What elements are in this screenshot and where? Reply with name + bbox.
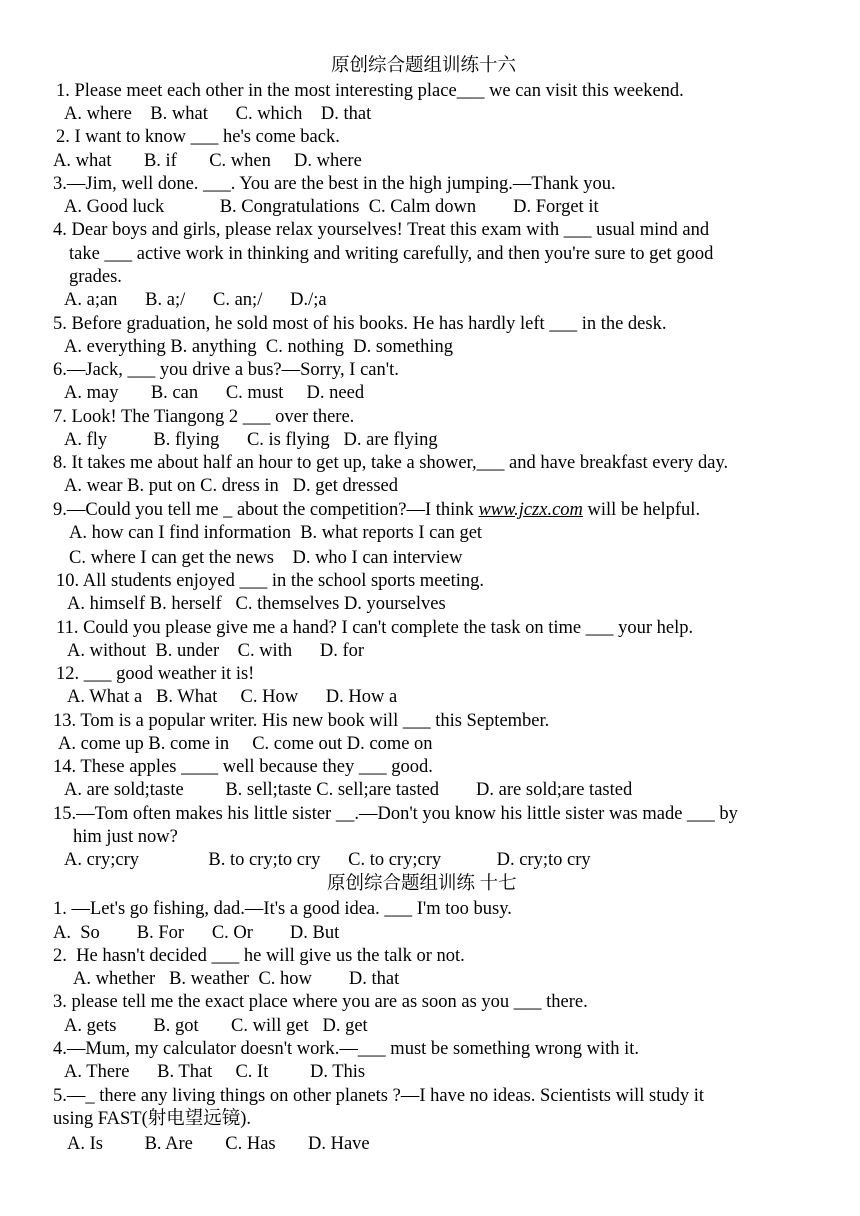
question-options: A. What a B. What C. How D. How a bbox=[67, 687, 398, 707]
question-stem-continued: take ___ active work in thinking and writing carefully, and then you're sure to get good bbox=[69, 244, 714, 264]
question-options: A. cry;cry B. to cry;to cry C. to cry;cry D. cry;to cry bbox=[64, 850, 591, 870]
question-options: A. Good luck B. Congratulations C. Calm down D. Forget it bbox=[64, 197, 599, 217]
question-stem: 1. Please meet each other in the most interesting place___ we can visit this weekend. bbox=[56, 81, 684, 101]
question-options: A. a;an B. a;/ C. an;/ D./;a bbox=[64, 290, 327, 310]
question-options: A. So B. For C. Or D. But bbox=[53, 923, 340, 943]
question-stem-continued: him just now? bbox=[73, 827, 178, 847]
question-stem: 12. ___ good weather it is! bbox=[56, 664, 255, 684]
question-stem-continued: using FAST(射电望远镜). bbox=[53, 1109, 252, 1129]
question-options: A. are sold;taste B. sell;taste C. sell;are tasted D. are sold;are tasted bbox=[64, 780, 633, 800]
question-stem: 11. Could you please give me a hand? I can't complete the task on time ___ your help. bbox=[56, 618, 694, 638]
question-stem: 14. These apples ____ well because they ___ good. bbox=[53, 757, 433, 777]
section-title-17: 原创综合题组训练 十七 bbox=[327, 874, 517, 894]
question-options: A. There B. That C. It D. This bbox=[64, 1062, 366, 1082]
question-options: A. fly B. flying C. is flying D. are flying bbox=[64, 430, 438, 450]
question-stem: 15.—Tom often makes his little sister __.—Don't you know his little sister was made ___ by bbox=[53, 804, 738, 824]
question-stem: 5. Before graduation, he sold most of his books. He has hardly left ___ in the desk. bbox=[53, 314, 667, 334]
question-options: A. without B. under C. with D. for bbox=[67, 641, 365, 661]
question-stem-text: 9.—Could you tell me _ about the competition?—I think bbox=[53, 500, 479, 520]
question-options: A. Is B. Are C. Has D. Have bbox=[67, 1134, 370, 1154]
question-stem: 6.—Jack, ___ you drive a bus?—Sorry, I can't. bbox=[53, 360, 399, 380]
section-title-16: 原创综合题组训练十六 bbox=[331, 56, 517, 76]
question-stem: 8. It takes me about half an hour to get up, take a shower,___ and have breakfast every day. bbox=[53, 453, 729, 473]
question-options: A. himself B. herself C. themselves D. yourselves bbox=[67, 594, 446, 614]
question-options: A. how can I find information B. what reports I can get bbox=[69, 523, 483, 543]
question-options: A. whether B. weather C. how D. that bbox=[73, 969, 400, 989]
question-options: A. what B. if C. when D. where bbox=[53, 151, 362, 171]
question-stem bbox=[53, 499, 700, 522]
question-stem: 1. —Let's go fishing, dad.—It's a good idea. ___ I'm too busy. bbox=[53, 899, 512, 919]
question-stem: 4.—Mum, my calculator doesn't work.—___ must be something wrong with it. bbox=[53, 1039, 640, 1059]
question-stem: 3.—Jim, well done. ___. You are the best in the high jumping.—Thank you. bbox=[53, 174, 616, 194]
question-options: A. where B. what C. which D. that bbox=[64, 104, 372, 124]
question-stem-text: will be helpful. bbox=[582, 500, 701, 520]
question-stem: 2. I want to know ___ he's come back. bbox=[56, 127, 340, 147]
question-options: A. gets B. got C. will get D. get bbox=[64, 1016, 368, 1036]
question-stem: 4. Dear boys and girls, please relax yourselves! Treat this exam with ___ usual mind and bbox=[53, 220, 710, 240]
question-stem-continued: grades. bbox=[69, 267, 122, 287]
question-stem: 7. Look! The Tiangong 2 ___ over there. bbox=[53, 407, 355, 427]
question-stem: 5.—_ there any living things on other planets ?—I have no ideas. Scientists will study it bbox=[53, 1086, 704, 1106]
question-options: A. wear B. put on C. dress in D. get dressed bbox=[64, 476, 398, 496]
question-stem: 10. All students enjoyed ___ in the school sports meeting. bbox=[56, 571, 485, 591]
website-link[interactable]: www.jczx.com bbox=[478, 500, 583, 520]
question-options: C. where I can get the news D. who I can interview bbox=[69, 548, 463, 568]
question-options: A. everything B. anything C. nothing D. something bbox=[64, 337, 453, 357]
question-stem: 2. He hasn't decided ___ he will give us the talk or not. bbox=[53, 946, 465, 966]
question-stem: 13. Tom is a popular writer. His new book will ___ this September. bbox=[53, 711, 550, 731]
question-options: A. may B. can C. must D. need bbox=[64, 383, 365, 403]
question-options: A. come up B. come in C. come out D. come on bbox=[58, 734, 433, 754]
question-stem: 3. please tell me the exact place where you are as soon as you ___ there. bbox=[53, 992, 588, 1012]
